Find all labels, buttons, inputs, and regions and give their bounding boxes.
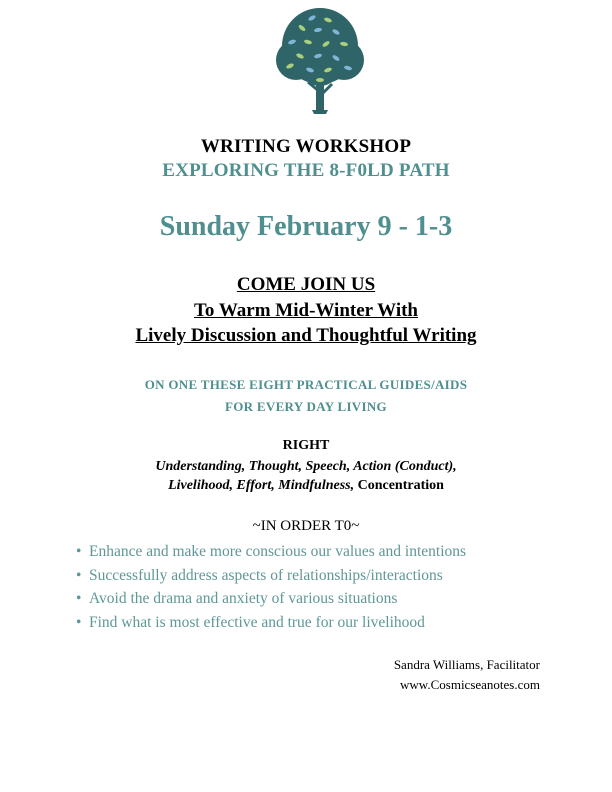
workshop-title: WRITING WORKSHOP xyxy=(200,136,412,157)
tree-icon xyxy=(272,6,368,114)
bullet-icon: • xyxy=(76,566,82,584)
list-item xyxy=(76,564,466,588)
bullet-icon: • xyxy=(76,543,82,560)
facilitator-name: Sandra Williams, Facilitator xyxy=(393,657,540,672)
path-virtues-line-2 xyxy=(0,478,612,494)
invite-line-warm: To Warm Mid-Winter With xyxy=(194,300,418,321)
website-link[interactable]: www.Cosmicseanotes.com xyxy=(400,677,540,692)
bullet-icon: • xyxy=(76,590,82,607)
invite-line-lively: Lively Discussion and Thoughtful Writing xyxy=(135,325,477,346)
goal-text: Find what is most effective and true for our livelihood xyxy=(89,613,425,631)
guides-line-1: ON ONE THESE EIGHT PRACTICAL GUIDES/AIDS xyxy=(144,377,468,392)
list-item xyxy=(76,540,466,564)
path-virtues-italic: Livelihood, Effort, Mindfulness, xyxy=(168,478,355,493)
guides-line-2: FOR EVERY DAY LIVING xyxy=(225,399,387,414)
goal-text: Enhance and make more conscious our values and intentions xyxy=(89,543,467,560)
in-order-to-heading: ~IN ORDER T0~ xyxy=(252,518,360,534)
invite-heading: COME JOIN US xyxy=(236,274,376,295)
right-heading: RIGHT xyxy=(282,438,330,453)
bullet-icon: • xyxy=(76,613,82,631)
goals-list xyxy=(76,540,466,634)
list-item xyxy=(76,611,466,635)
event-date: Sunday February 9 - 1-3 xyxy=(159,211,453,242)
workshop-subtitle: EXPLORING THE 8-F0LD PATH xyxy=(162,160,450,181)
goal-text: Successfully address aspects of relationships/interactions xyxy=(89,566,443,584)
goal-text: Avoid the drama and anxiety of various situations xyxy=(89,590,398,607)
list-item xyxy=(76,587,466,611)
path-virtues-plain: Concentration xyxy=(354,478,444,493)
path-virtues-line-1: Understanding, Thought, Speech, Action (Conduct), xyxy=(155,459,457,474)
